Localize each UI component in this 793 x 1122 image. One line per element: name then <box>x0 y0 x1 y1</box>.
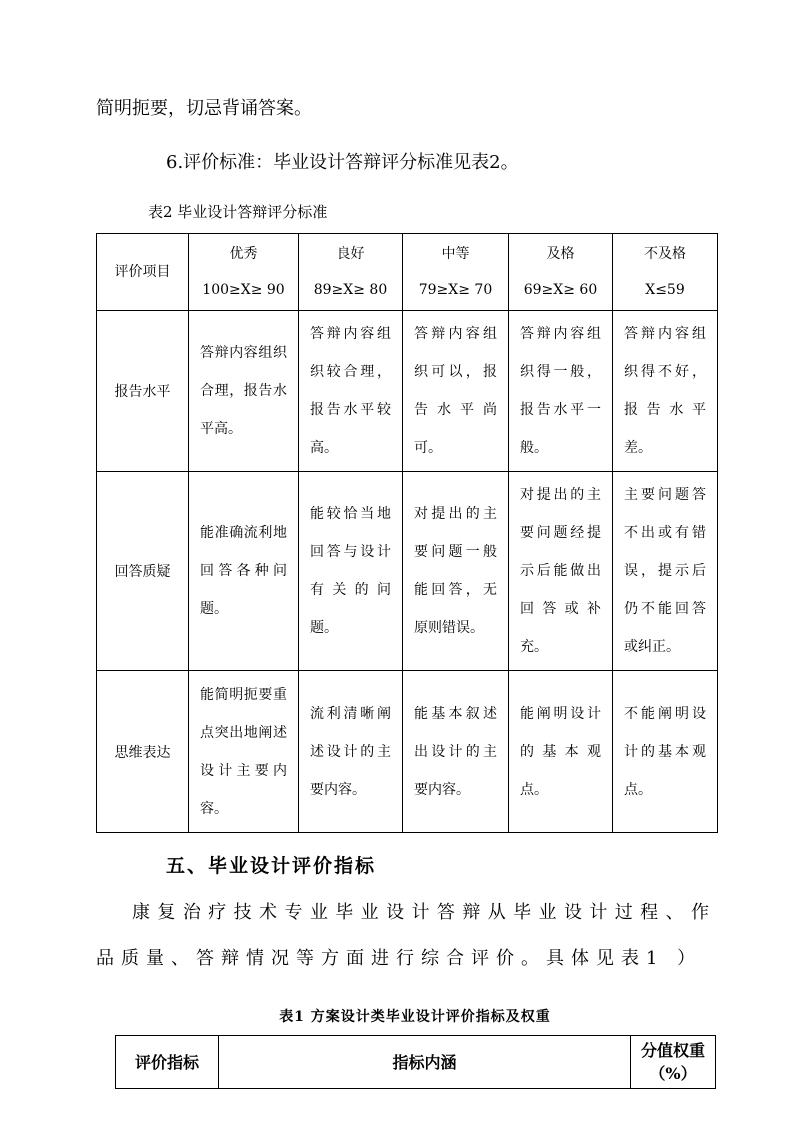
grade-label: 不及格 <box>644 246 686 262</box>
table2-header-pass <box>509 234 613 311</box>
paragraph-item6: 6.评价标准：毕业设计答辩评分标准见表2。 <box>166 152 519 173</box>
table2-cell: 能准确流利地回答各种问题。 <box>189 472 299 671</box>
table2-cell: 答辩内容组织得不好，报告水平差。 <box>613 311 718 472</box>
table1-header-weight: 分值权重（%） <box>631 1036 716 1089</box>
table2-header-fail <box>613 234 718 311</box>
table2-scoring-standard <box>96 233 718 833</box>
grade-range: 69≥X≥ 60 <box>523 282 598 298</box>
table2-cell: 能较恰当地回答与设计有关的问题。 <box>299 472 403 671</box>
table2-row-label: 思维表达 <box>97 671 189 833</box>
table2-header-item: 评价项目 <box>97 234 189 311</box>
table2-cell: 主要问题答不出或有错误，提示后仍不能回答或纠正。 <box>613 472 718 671</box>
table2-header-excellent <box>189 234 299 311</box>
grade-range: 89≥X≥ 80 <box>313 282 388 298</box>
table2-cell: 不能阐明设计的基本观点。 <box>613 671 718 833</box>
table1-header-content: 指标内涵 <box>219 1036 631 1089</box>
table2-cell: 能阐明设计的基本观点。 <box>509 671 613 833</box>
table1-header-row <box>116 1036 716 1089</box>
table2-header-good <box>299 234 403 311</box>
grade-label: 良好 <box>336 246 365 262</box>
paragraph-intro: 简明扼要，切忌背诵答案。 <box>96 98 312 119</box>
table2-row-label: 回答质疑 <box>97 472 189 671</box>
table2-cell: 答辩内容组织可以，报告水平尚可。 <box>403 311 509 472</box>
section5-heading: 五、毕业设计评价指标 <box>166 855 377 877</box>
table2-cell: 能基本叙述出设计的主要内容。 <box>403 671 509 833</box>
grade-label: 优秀 <box>229 246 258 262</box>
grade-range: 100≥X≥ 90 <box>202 282 285 298</box>
grade-range: 79≥X≥ 70 <box>418 282 493 298</box>
table2-row-expression <box>97 671 718 833</box>
table2-cell: 流利清晰阐述设计的主要内容。 <box>299 671 403 833</box>
grade-label: 及格 <box>546 246 575 262</box>
table2-cell: 能简明扼要重点突出地阐述设计主要内容。 <box>189 671 299 833</box>
table1-evaluation-indicators <box>115 1035 716 1089</box>
table2-header-row <box>97 234 718 311</box>
table2-cell: 对提出的主要问题一般能回答，无原则错误。 <box>403 472 509 671</box>
grade-range: X≤59 <box>645 282 685 298</box>
section5-paragraph: 康复治疗技术专业毕业设计答辩从毕业设计过程、作品质量、答辩情况等方面进行综合评价。具体见表1 ） <box>96 902 716 969</box>
table2-cell: 答辩内容组织较合理，报告水平较高。 <box>299 311 403 472</box>
table2-cell: 对提出的主要问题经提示后能做出回答或补充。 <box>509 472 613 671</box>
table2-cell: 答辩内容组织合理，报告水平高。 <box>189 311 299 472</box>
table2-header-medium <box>403 234 509 311</box>
table1-header-indicator: 评价指标 <box>116 1036 219 1089</box>
table2-caption: 表2 毕业设计答辩评分标准 <box>148 203 328 221</box>
table2-cell: 答辩内容组织得一般，报告水平一般。 <box>509 311 613 472</box>
table1-caption: 表1 方案设计类毕业设计评价指标及权重 <box>279 1009 551 1025</box>
table2-row-answer-questions <box>97 472 718 671</box>
table2-row-label: 报告水平 <box>97 311 189 472</box>
grade-label: 中等 <box>441 246 470 262</box>
table2-row-report-level <box>97 311 718 472</box>
